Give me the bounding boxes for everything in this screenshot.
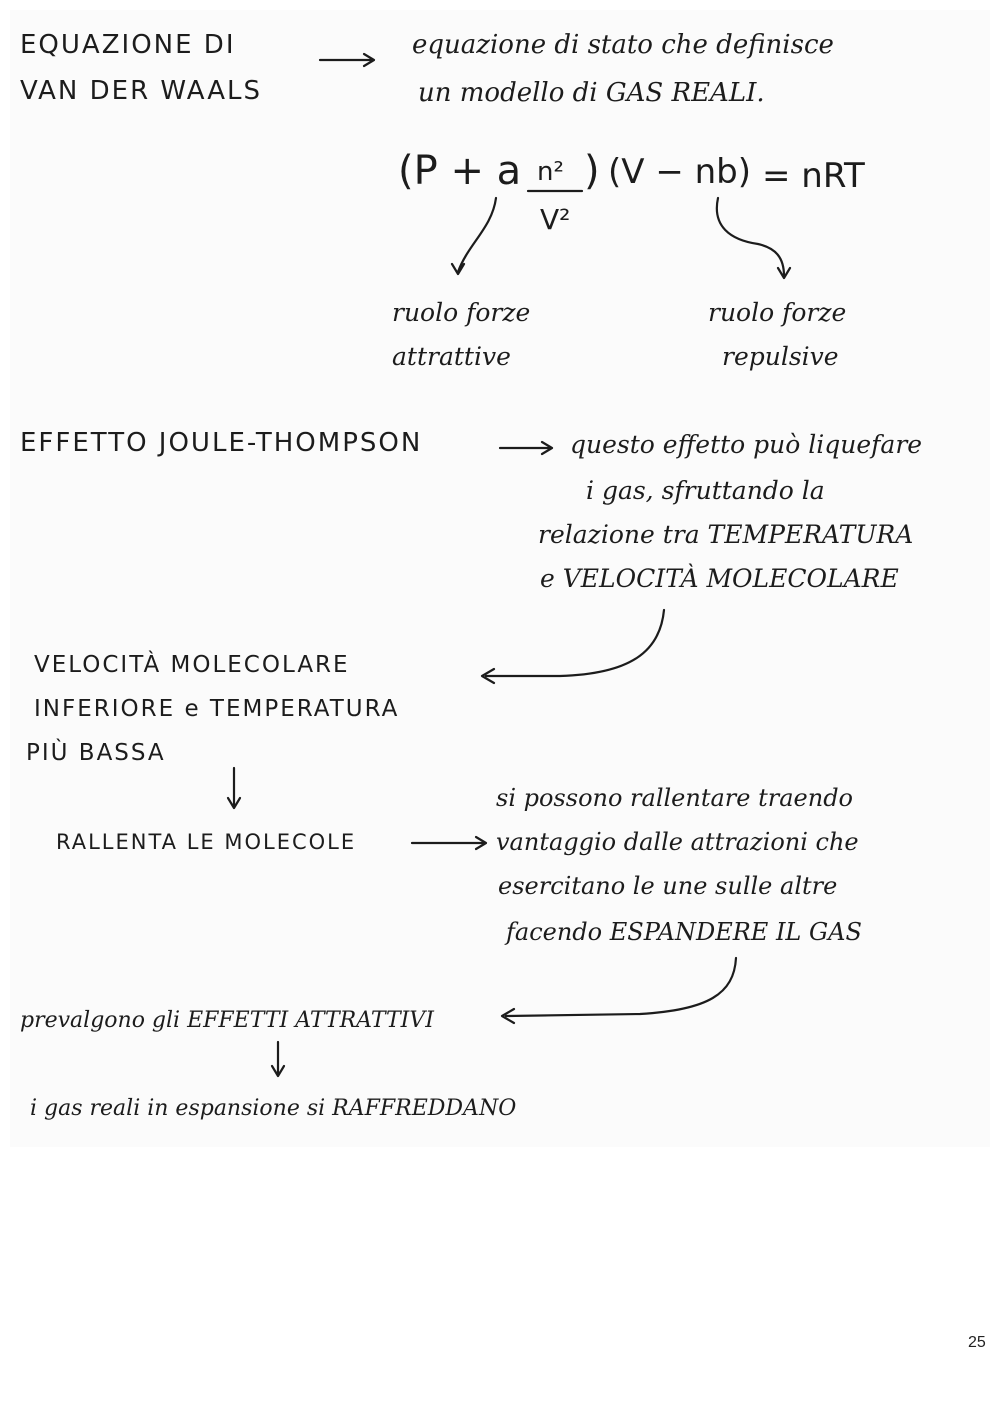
vdw-title-line1: EQUAZIONE DI [20, 30, 236, 60]
slow-desc-line2: vantaggio dalle attrazioni che [496, 828, 859, 856]
slow-desc-line3: esercitano le une sulle altre [498, 872, 838, 900]
lower-velocity-line1: VELOCITÀ MOLECOLARE [34, 652, 350, 678]
jt-description-line2: i gas, sfruttando la [586, 476, 825, 505]
attractive-forces-note-line2: attrattive [392, 342, 511, 371]
slow-desc-line1: si possono rallentare traendo [496, 784, 853, 812]
arrow-description-to-velocity [482, 610, 664, 683]
jt-description-line3: relazione tra TEMPERATURA [538, 520, 914, 549]
equation-left-open: (P + a [398, 148, 522, 194]
page-number: 25 [968, 1334, 986, 1351]
real-gases-cool: i gas reali in espansione si RAFFREDDANO [30, 1096, 517, 1121]
jt-description-line1: questo effetto può liquefare [570, 430, 923, 459]
attractive-effects-prevail: prevalgono gli EFFETTI ATTRATTIVI [20, 1008, 434, 1033]
slow-desc-line4: facendo ESPANDERE IL GAS [506, 918, 862, 946]
arrow-repulsive-term [717, 198, 790, 278]
lower-velocity-line2: INFERIORE e TEMPERATURA [34, 696, 400, 722]
slows-molecules: RALLENTA LE MOLECOLE [56, 830, 357, 854]
repulsive-forces-note-line1: ruolo forze [708, 298, 847, 327]
equation-denominator: V² [540, 203, 571, 236]
jt-description-line4: e VELOCITÀ MOLECOLARE [540, 564, 899, 593]
repulsive-forces-note-line2: repulsive [722, 342, 839, 371]
vdw-description-line1: equazione di stato che definisce [412, 30, 834, 60]
arrow-down-to-slows [228, 768, 240, 808]
vdw-title-line2: VAN DER WAALS [20, 76, 262, 106]
equation-right: = nRT [762, 156, 865, 196]
attractive-forces-note-line1: ruolo forze [392, 298, 531, 327]
arrow-expand-to-prevail [502, 958, 736, 1023]
arrow-slows-to-description [412, 837, 486, 849]
joule-thompson-title: EFFETTO JOULE-THOMPSON [20, 428, 423, 458]
equation-numerator: n² [537, 157, 564, 187]
lower-velocity-line3: PIÙ BASSA [26, 740, 166, 766]
arrow-vdw-to-description [320, 54, 374, 66]
equation-middle: (V − nb) [608, 152, 752, 192]
arrow-down-to-conclusion [272, 1042, 284, 1076]
vdw-description-line2: un modello di GAS REALI. [418, 78, 765, 108]
arrow-jt-to-description [500, 442, 552, 454]
arrow-attractive-term [452, 198, 496, 274]
equation-left-close: ) [584, 148, 600, 194]
